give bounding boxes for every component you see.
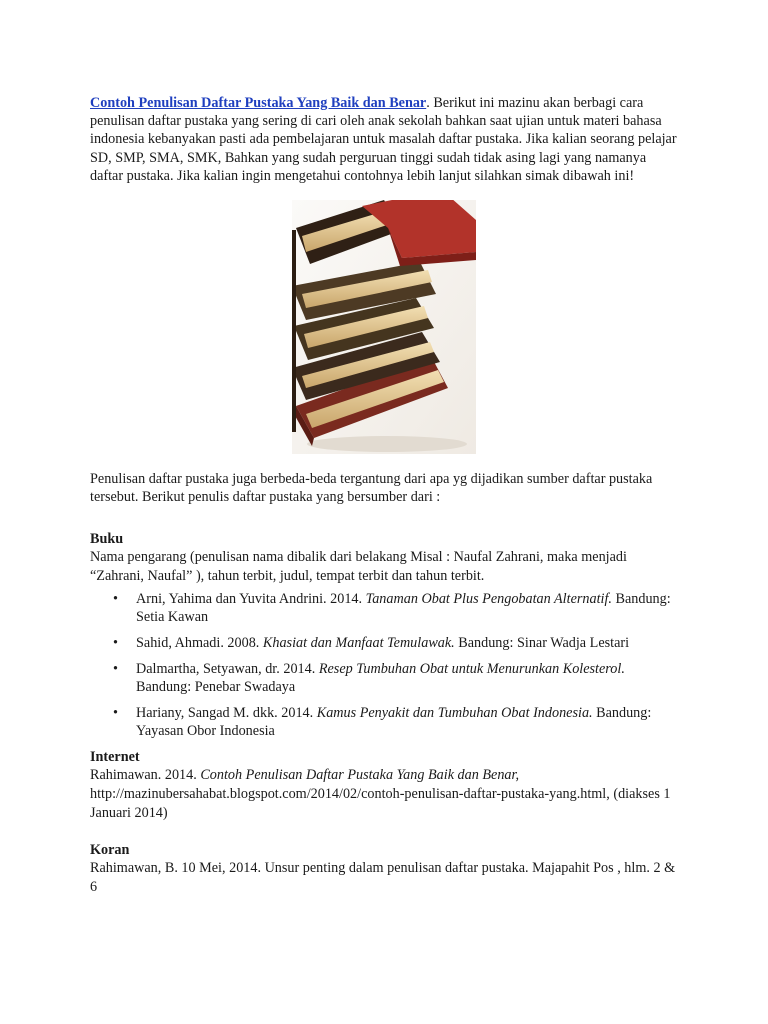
list-item <box>90 590 680 627</box>
bullet-icon: • <box>113 590 118 607</box>
article-title-link[interactable]: Contoh Penulisan Daftar Pustaka Yang Baik dan Benar <box>90 95 427 111</box>
internet-reference <box>90 766 680 823</box>
document-body <box>90 94 680 897</box>
list-item <box>90 704 680 741</box>
reference-author-year: Arni, Yahima dan Yuvita Andrini. 2014. <box>136 590 366 607</box>
buku-description: Nama pengarang (penulisan nama dibalik dari belakang Misal : Naufal Zahrani, maka menjadi “Zahrani, Naufal” ), tahun terbit, judul, tempat terbit dan tahun terbit. <box>90 548 627 584</box>
list-item <box>90 634 680 653</box>
koran-heading: Koran <box>90 841 130 858</box>
koran-reference: Rahimawan, B. 10 Mei, 2014. Unsur penting dalam penulisan daftar pustaka. Majapahit Pos , hlm. 2 & 6 <box>90 859 676 895</box>
bullet-icon: • <box>113 660 118 677</box>
reference-publisher: Bandung: Penebar Swadaya <box>136 679 296 696</box>
book-reference-list <box>90 590 680 741</box>
reference-title: Tanaman Obat Plus Pengobatan Alternatif. <box>365 590 612 607</box>
reference-publisher: Bandung: Sinar Wadja Lestari <box>454 635 630 652</box>
reference-title: Kamus Penyakit dan Tumbuhan Obat Indonesia. <box>316 704 593 721</box>
internet-title: Contoh Penulisan Daftar Pustaka Yang Baik dan Benar, <box>200 766 520 783</box>
reference-author-year: Sahid, Ahmadi. 2008. <box>136 635 263 652</box>
intro-text: . Berikut ini mazinu akan berbagi cara penulisan daftar pustaka yang sering di cari oleh anak sekolah bahkan saat ujian untuk materi bahasa indonesia kebanyakan pasti ada pembelajaran untuk masalah daftar pustaka. Jika kalian seorang pelajar SD, SMP, SMA, SMK, Bahkan yang sudah perguruan tinggi sudah tidak asing lagi yang namanya daftar pustaka. Jika kalian ingin mengetahui contohnya lebih lanjut silahkan simak dibawah ini! <box>90 95 677 184</box>
internet-url-accessed: http://mazinubersahabat.blogspot.com/2014/02/contoh-penulisan-daftar-pustaka-yang.html, (diakses 1 Januari 2014) <box>90 785 671 821</box>
intro-paragraph <box>90 94 680 185</box>
reference-title: Khasiat dan Manfaat Temulawak. <box>262 635 455 652</box>
bullet-icon: • <box>113 704 118 721</box>
sources-intro-paragraph: Penulisan daftar pustaka juga berbeda-beda tergantung dari apa yg dijadikan sumber daftar pustaka tersebut. Berikut penulis daftar pustaka yang bersumber dari : <box>90 471 653 506</box>
reference-publisher: Bandung: Setia Kawan <box>136 590 671 626</box>
internet-heading: Internet <box>90 748 140 765</box>
bullet-icon: • <box>113 635 118 652</box>
reference-publisher: Bandung: Yayasan Obor Indonesia <box>136 704 652 740</box>
reference-author-year: Dalmartha, Setyawan, dr. 2014. <box>136 660 319 677</box>
books-stack-image <box>292 200 476 454</box>
list-item <box>90 660 680 697</box>
internet-author-year: Rahimawan. 2014. <box>90 766 201 783</box>
reference-author-year: Hariany, Sangad M. dkk. 2014. <box>136 704 317 721</box>
buku-heading: Buku <box>90 530 124 547</box>
reference-title: Resep Tumbuhan Obat untuk Menurunkan Kolesterol. <box>318 660 625 677</box>
